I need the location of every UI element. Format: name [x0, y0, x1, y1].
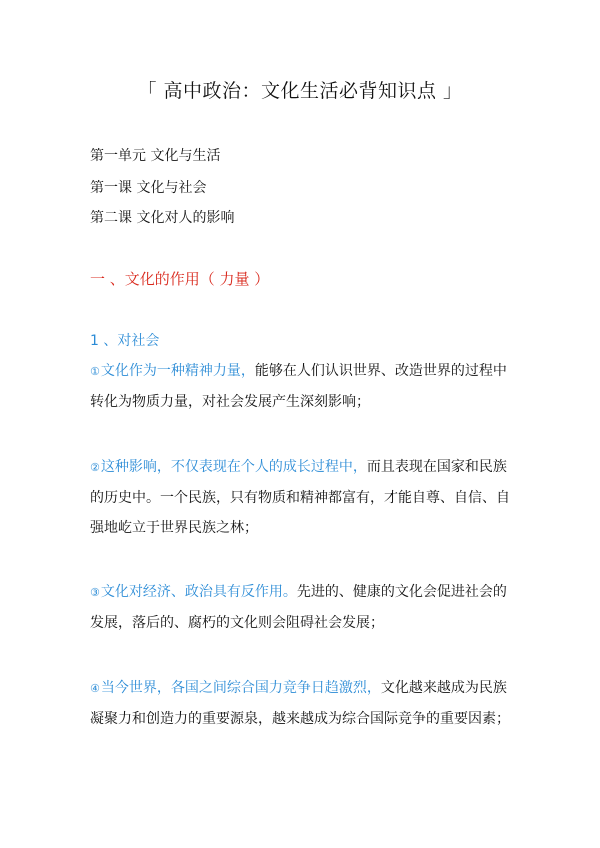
paragraph-marker: ②: [90, 461, 100, 474]
paragraph-body: 先进的、健康的文化会促进社会的发展，落后的、腐朽的文化则会阻碍社会发展；: [90, 584, 507, 631]
paragraph-lead: 当今世界，各国之间综合国力竞争日趋激烈，: [100, 680, 381, 696]
paragraph-body: 能够在人们认识世界、改造世界的过程中转化为物质力量，对社会发展产生深刻影响；: [90, 363, 507, 410]
paragraph-4: [90, 673, 520, 734]
paragraph-marker: ④: [90, 682, 100, 695]
paragraph-marker: ③: [90, 586, 100, 599]
unit-line-2: 第一课 文化与社会: [90, 180, 207, 196]
sub-heading: 1 、对社会: [90, 333, 160, 349]
paragraph-body: 文化越来越成为民族凝聚力和创造力的重要源泉，越来越成为综合国际竞争的重要因素；: [90, 680, 510, 727]
unit-line-1: 第一单元 文化与生活: [90, 148, 221, 164]
paragraph-body: 而且表现在国家和民族的历史中。一个民族，只有物质和精神都富有，才能自尊、自信、自强地屹立于世界民族之林；: [90, 459, 510, 536]
section-heading: 一 、文化的作用（ 力量 ）: [90, 270, 270, 288]
paragraph-marker: ①: [90, 365, 100, 378]
paragraph-lead: 文化作为一种精神力量，: [100, 363, 255, 379]
paragraph-lead: 文化对经济、政治具有反作用。: [100, 584, 297, 600]
paragraph-lead: 这种影响，不仅表现在个人的成长过程中，: [100, 459, 367, 475]
unit-line-3: 第二课 文化对人的影响: [90, 210, 235, 226]
paragraph-1: [90, 356, 520, 417]
paragraph-3: [90, 577, 520, 638]
page-title: 「 高中政治：文化生活必背知识点 」: [137, 80, 463, 102]
paragraph-2: [90, 452, 520, 543]
